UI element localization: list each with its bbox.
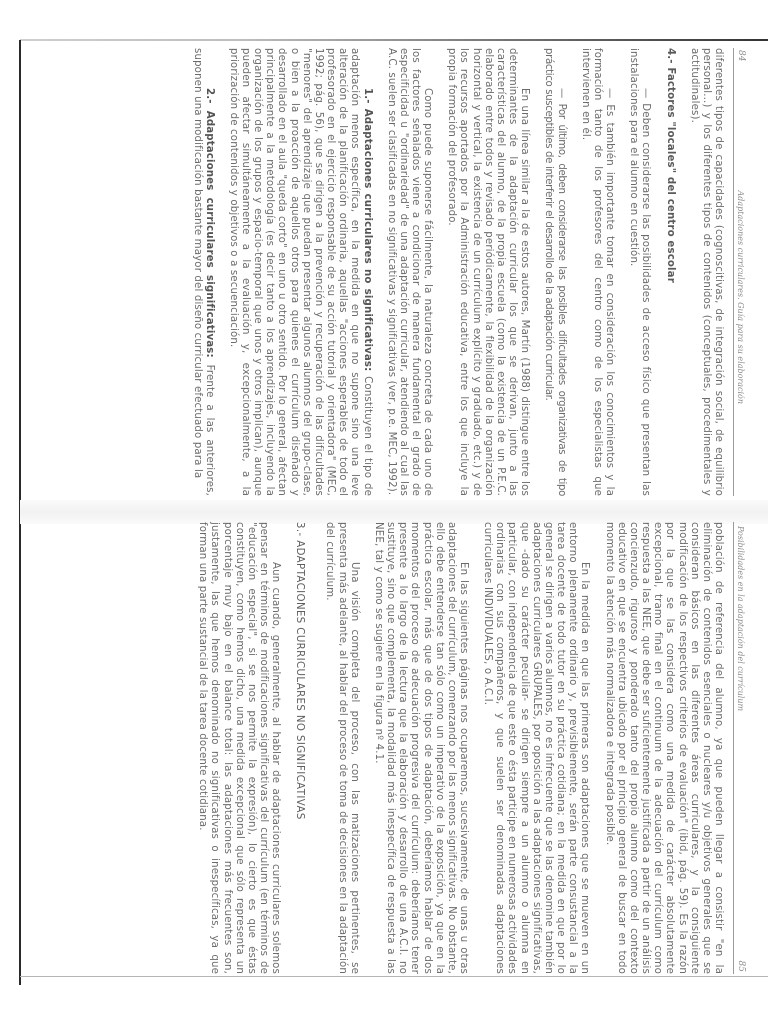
page-number: 84 [736,50,746,62]
section-heading: 3.- ADAPTACIONES CURRICULARES NO SIGNIFICATIVAS [294,522,306,820]
page-body [190,48,733,496]
paragraph: En las siguientes páginas nos ocuparemos, sucesivamente, de unas u otras adaptaciones del currículum, comenzando por las menos significativas. No obstante, ello debe entenderse tan sólo como un imperativo de la exposición, ya que en la práctica escolar, más que de dos tipos de adaptación, deberíamos hablar de dos momentos del proceso de adecuación progresiva del currículum: deberíamos tener presente a lo largo de la lectura que la elaboración y desarrollo de una A.C.I. no sustituye, sino que complementa, la modalidad más inespecífica de respuesta a las NEE, tal y como se sugiere en la figura nº 4.1. [372,522,470,974]
paragraph: Una visión completa del proceso, con las matizaciones pertinentes, se presenta más adelante, al hablar del proceso de toma de decisiones en la adaptación del currículum. [324,522,360,974]
paragraph [190,48,214,496]
paragraph-text: Constituyen el tipo de adaptación menos específica, en la medida en que no supone sino una leve alteración de la planificación ordinaria, aquellas "acciones esperables de todo el profesorado en el ejercicio responsable de su acción tutorial y orientadora" (MEC, 1992; pág. 56), que se dirigen a la prevención y recuperación de las dificultades "menores" del aprendizaje que puedan presentar algunos alumnos del grupo-clase, o bien a la proacción de aquellos otros para quienes el currículum diseñado y desarrollado en el aula "queda corto" en uno u otro sentido. Por lo general, afectan principalmente a la metodología (es decir tanto a los aprendizajes, incluyendo la organización de los grupos y espacio-temporal que unos y otros implican), aunque pueden afectar simultáneamente a la evaluación y, excepcionalmente, a la priorización de contenidos y objetivos o a secuenciación. [227,48,373,496]
running-head-title: Posibilidades en la adaptación del currículum [736,526,745,712]
paragraph [227,48,373,496]
running-head-right [733,522,762,974]
section-heading: 4.- Factores "locales" del centro escolar [664,48,676,283]
paragraph: Como puede suponerse fácilmente, la naturaleza concreta de cada uno de los factores señalados viene a condicionar de manera fundamental el grado de especificidad u "ordinariedad" de una adaptación curricular, atendiendo al cual las A.C. suelen ser clasificadas en no significativas y significativas (ver, p.e. MEC, 1992). [385,48,434,496]
running-head-title: Adaptaciones curriculares. Guía para su elaboración [736,190,745,404]
paragraph: — Es también importante tomar en consideración los conocimientos y la formación tanto de los profesores del centro como de los especialistas que intervienen en él. [579,48,616,496]
paragraph: En la medida en que las primeras son adaptaciones que se mueven en un entorno plenamente ordinario y, previsiblemente, serán parte consustancial a la tarea docente de todo tutor en su práctica cotidiana; en la medida en que por lo general se dirigen a varios alumnos, no es infrecuente que se las denomine también adaptaciones curriculares GRUPALES, por oposición a las adaptaciones significativas, que -dado su carácter peculiar- se dirigen siempre a un alumno o alumna en particular, con independencia de que este o ésta participe en numerosas actividades ordinarias con sus compañeros, y que suelen ser denominadas adaptaciones curriculares INDIVIDUALES, o A.C.I. [482,522,591,974]
page-number: 85 [736,960,746,972]
paragraph-text: Frente a las anteriores, suponen una modificación bastante mayor del diseño curricular efectuado para la [191,48,215,496]
paragraph: En una línea similar a la de estos autores, Martín (1988) distingue entre los determinantes de la adaptación curricular los que se derivan, junto a las características del alumno, de la propia escuela (como la existencia de un P.E.C. elaborado entre todos y revisado periódicamente, la flexibilidad de la organización horizontal y vertical, la existencia de un currículum explícito y graduado, etc.) y de los recursos aportados por la Administración educativa, entre los que incluye la propia formación del profesorado. [446,48,531,496]
page-body [196,522,733,974]
inline-heading: 2.- Adaptaciones curriculares significativas: [203,88,215,358]
paragraph: — Deben considerarse las posibilidades de acceso físico que presentan las instalaciones para el alumno en cuestión. [628,48,652,496]
paragraph: diferentes tipos de capacidades (cognoscitivas, de integración social, de equilibrio personal...) y los diferentes tipos de contenidos (conceptuales, procedimentales y actitudinales). [688,48,724,496]
page-84 [23,40,768,502]
paragraph: — Por último, deben considerarse las posibles dificultades organizativas de tipo práctico susceptibles de interferir el desarrollo de la adaptación curricular. [543,48,567,496]
paragraph: Aun cuando, generalmente, al hablar de adaptaciones curriculares solemos pensar en términos de modificaciones significativas del currículum (en términos de "educación especial", si se nos permite la expresión), lo cierto es que éstas constituyen, como hemos dicho, una medida excepcional que sólo representa un porcentaje muy bajo en el balance total: las adaptaciones más frecuentes son, justamente, las que hemos denominado no significativas o inespecíficas, ya que forman una parte sustancial de la tarea docente cotidiana. [197,522,282,974]
running-head-left [733,48,762,496]
page-85 [23,518,768,980]
paragraph: población de referencia del alumno, ya que pueden llegar a consistir "en la eliminación de contenidos esenciales o nucleares y/u objetivos generales que se consideran básicos en las diferentes áreas curriculares, y la consiguiente modificación de los respectivos criterios de evaluación" (ibid, pág. 59). Es la razón por la que se las considera como una medida de carácter absolutamente excepcional, tramo final en el continuum de la adecuación del currículum como respuesta a las NEE, que debe ser suficientemente justificada a partir de un análisis concienzudo, riguroso y ponderado tanto del propio alumno como del contexto educativo en que se encuentra ubicado por el principio general de buscar en todo momento la atención más normalizadora e integrada posible. [603,522,724,974]
inline-heading: 1.- Adaptaciones curriculares no significativas: [361,88,373,372]
